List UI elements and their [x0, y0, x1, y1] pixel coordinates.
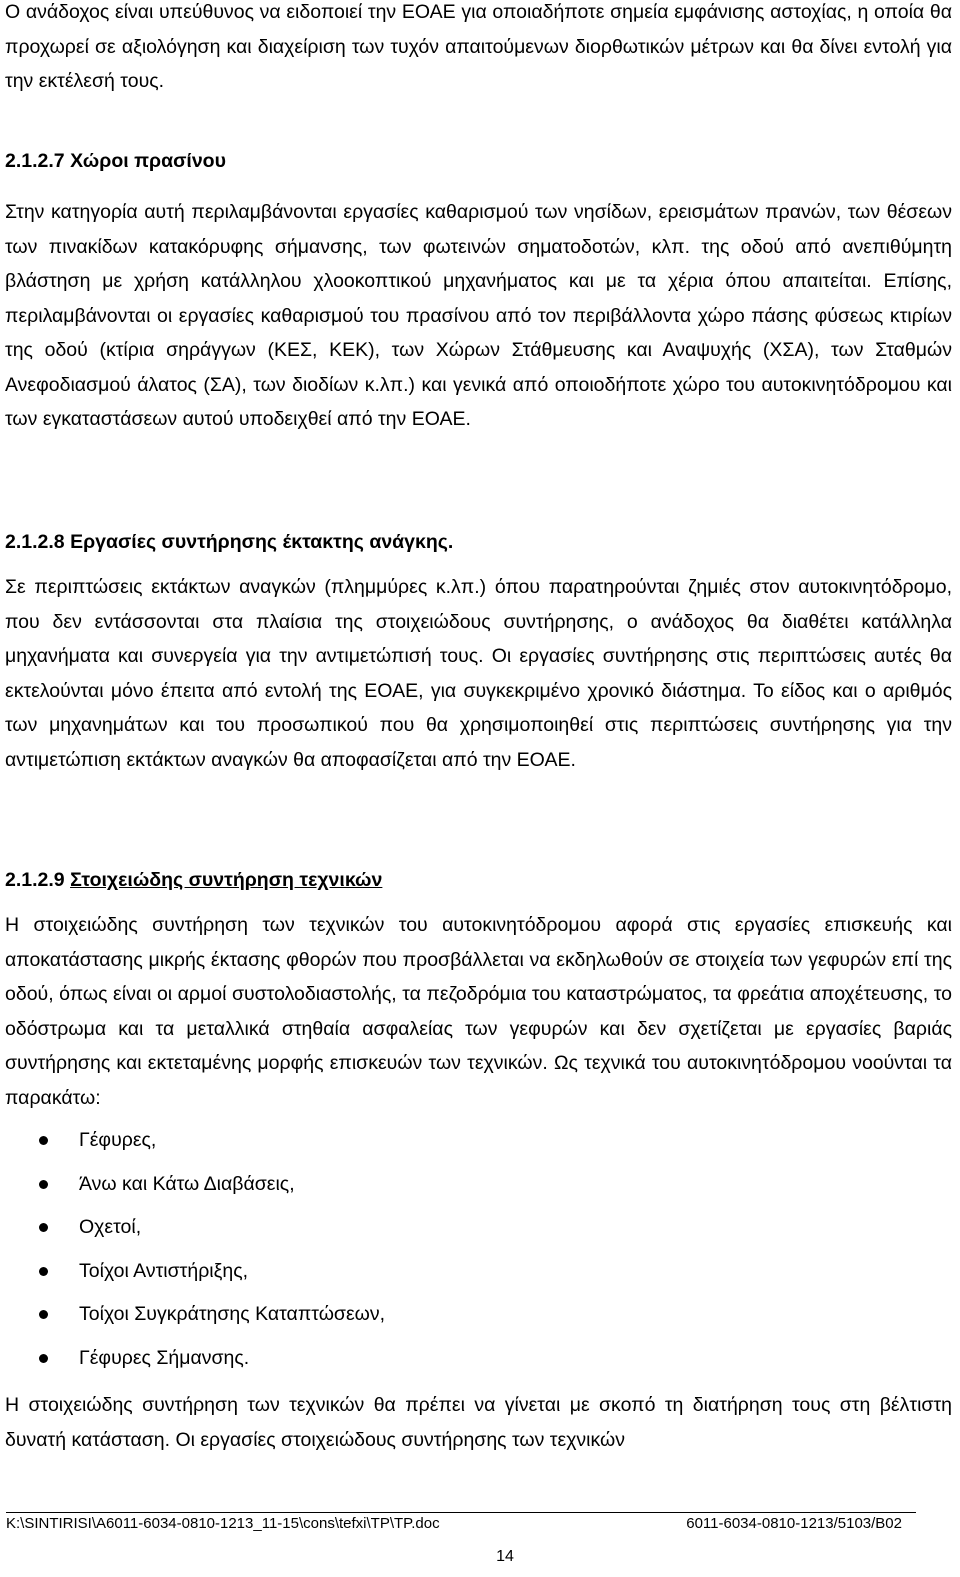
closing-paragraph: Η στοιχειώδης συντήρηση των τεχνικών θα πρέπει να γίνεται με σκοπό τη διατήρηση τους στη βέλτιστη δυνατή κατάσταση. Οι εργασίες στοιχειώδους συντήρησης των τεχνικών [5, 1394, 952, 1451]
section-title: Εργασίες συντήρησης έκτακτης ανάγκης. [70, 531, 454, 553]
bullet-icon [39, 1310, 48, 1319]
section-heading-2128 [5, 525, 453, 560]
intro-paragraph: Ο ανάδοχος είναι υπεύθυνος να ειδοποιεί την ΕΟΑΕ για οποιαδήποτε σημεία εμφάνισης αστοχίας, η οποία θα προχωρεί σε αξιολόγηση και διαχείριση των τυχόν απαιτούμενων διορθωτικών μέτρων και θα δίνει εντολή για την εκτέλεσή τους. [5, 1, 952, 92]
bullet-icon [39, 1267, 48, 1276]
footer-document-code: 6011-6034-0810-1213/5103/B02 [686, 1515, 902, 1532]
section-number: 2.1.2.7 [5, 150, 65, 172]
section-number: 2.1.2.9 [5, 869, 65, 891]
section-heading-2127 [5, 144, 226, 179]
bullet-icon [39, 1223, 48, 1232]
section-body-2127: Στην κατηγορία αυτή περιλαμβάνονται εργασίες καθαρισμού των νησίδων, ερεισμάτων πρανών, των θέσεων των πινακίδων κατακόρυφης σήμανσης, των φωτεινών σηματοδοτών, κλπ. της οδού από ανεπιθύμητη βλάστηση με χρήση κατάλληλου χλοοκοπτικού μηχανήματος και με τα χέρια όπου απαιτείται. Επίσης, περιλαμβάνονται οι εργασίες καθαρισμού του πρασίνου από τον περιβάλλοντα χώρο πάσης φύσεως κτιρίων της οδού (κτίρια σηράγγων (ΚΕΣ, ΚΕΚ), των Χώρων Στάθμευσης και Αναψυχής (ΧΣΑ), των Σταθμών Ανεφοδιασμού άλατος (ΣΑ), των διοδίων κ.λπ.) και γενικά από οποιοδήποτε χώρο του αυτοκινητόδρομου και των εγκαταστάσεων αυτού υποδειχθεί από την ΕΟΑΕ. [5, 201, 952, 430]
section-title: Χώροι πρασίνου [70, 150, 226, 172]
bullet-icon [39, 1354, 48, 1363]
list-item: Τοίχοι Αντιστήριξης, [5, 1254, 952, 1298]
section-body-2129: Η στοιχειώδης συντήρηση των τεχνικών του αυτοκινητόδρομου αφορά στις εργασίες επισκευής και αποκατάστασης μικρής έκτασης φθορών που προσβάλλεται να εκδηλωθούν σε στοιχεία των γεφυρών επί της οδού, όπως είναι οι αρμοί συστολοδιαστολής, τα πεζοδρόμια του καταστρώματος, τα φρεάτια αποχέτευσης, το οδόστρωμα και τα μεταλλικά στηθαία ασφαλείας των γεφυρών και δεν σχετίζεται με εργασίες βαριάς συντήρησης και εκτεταμένης μορφής επισκευών των τεχνικών. Ως τεχνικά του αυτοκινητόδρομου νοούνται τα παρακάτω: [5, 914, 952, 1109]
footer-file-path: K:\SINTIRISI\A6011-6034-0810-1213_11-15\cons\tefxi\TP\TP.doc [6, 1515, 440, 1532]
list-item: Άνω και Κάτω Διαβάσεις, [5, 1167, 952, 1211]
bullet-icon [39, 1180, 48, 1189]
list-item: Οχετοί, [5, 1210, 952, 1254]
list-item: Γέφυρες Σήμανσης. [5, 1341, 952, 1385]
section-body-2128: Σε περιπτώσεις εκτάκτων αναγκών (πλημμύρες κ.λπ.) όπου παρατηρούνται ζημιές στον αυτοκινητόδρομο, που δεν εντάσσονται στα πλαίσια της στοιχειώδους συντήρησης, ο ανάδοχος θα διαθέτει κατάλληλα μηχανήματα και συνεργεία για την αντιμετώπισή τους. Οι εργασίες συντήρησης στις περιπτώσεις αυτές θα εκτελούνται μόνο έπειτα από εντολή της ΕΟΑΕ, για συγκεκριμένο χρονικό διάστημα. Το είδος και ο αριθμός των μηχανημάτων και του προσωπικού που θα χρησιμοποιηθεί στις περιπτώσεις συντήρησης για την αντιμετώπιση εκτάκτων αναγκών θα αποφασίζεται από την ΕΟΑΕ. [5, 576, 952, 771]
list-item: Γέφυρες, [5, 1123, 952, 1167]
section-title: Στοιχειώδης συντήρηση τεχνικών [70, 869, 383, 891]
structures-list [5, 1123, 952, 1385]
section-number: 2.1.2.8 [5, 531, 65, 553]
section-heading-2129 [5, 863, 382, 898]
bullet-icon [39, 1136, 48, 1145]
list-item: Τοίχοι Συγκράτησης Καταπτώσεων, [5, 1297, 952, 1341]
footer-divider [6, 1512, 916, 1513]
page-number: 14 [496, 1548, 514, 1565]
